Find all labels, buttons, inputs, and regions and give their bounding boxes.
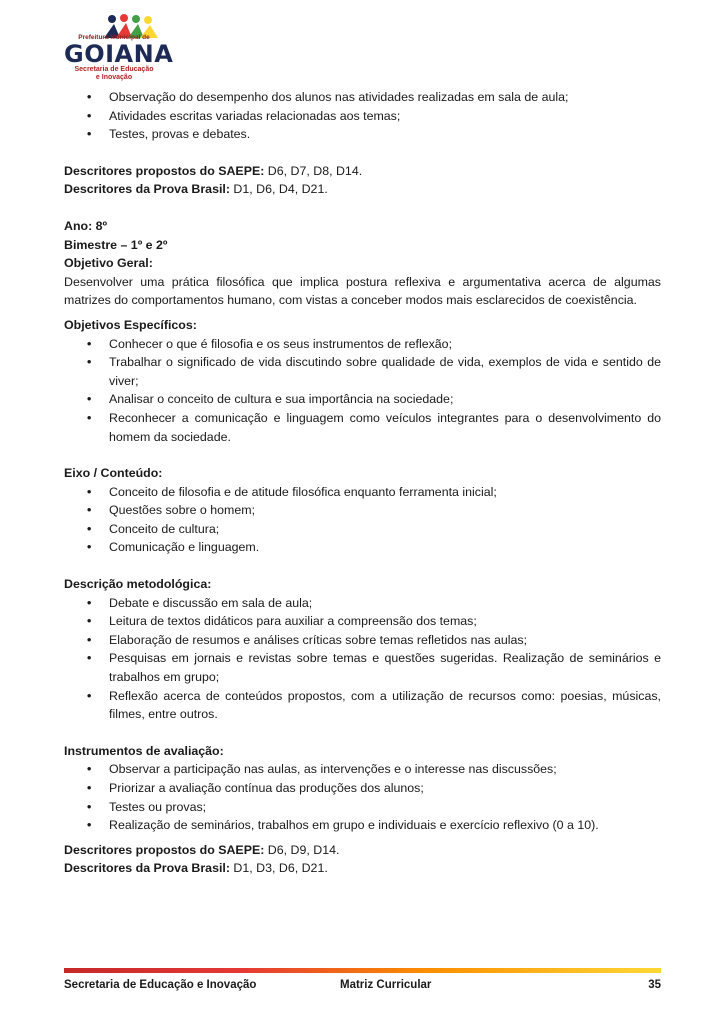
bullet-icon: • [87,651,92,666]
list-item: • Leitura de textos didáticos para auxiliar a compreensão dos temas; [64,612,661,631]
list-item: • Trabalhar o significado de vida discutindo sobre qualidade de vida, exemplos de vida e sentido de viver; [87,355,661,388]
bullet-icon: • [87,127,92,142]
logo-top-text: Prefeitura Municipal de [78,34,150,41]
bimestre-heading: Bimestre – 1º e 2º [64,237,168,252]
descritores-brasil-2: Descritores da Prova Brasil: D1, D3, D6, D21. [64,861,328,876]
ano-heading: Ano: 8º [64,218,108,233]
list-item: • Reflexão acerca de conteúdos propostos, com a utilização de recursos como: poesias, músicas, filmes, entre outros. [87,688,661,722]
list-item: • Pesquisas em jornais e revistas sobre temas e questões sugeridas. Realização de seminários e trabalhos em grupo; [87,651,661,685]
list-item: • Reconhecer a comunicação e linguagem como veículos integrantes para o desenvolvimento do homem da sociedade. [87,410,661,444]
bullet-icon: • [87,540,92,555]
list-item: • Questões sobre o homem; [64,501,661,520]
bullet-icon: • [87,614,92,629]
list-item: • Conceito de filosofia e de atitude filosófica enquanto ferramenta inicial; [64,483,661,502]
descritores-brasil-1: Descritores da Prova Brasil: D1, D6, D4, D21. [64,182,328,197]
goiana-logo [64,12,174,86]
list-item: • Observação do desempenho dos alunos nas atividades realizadas em sala de aula; [64,88,661,107]
list-item: • Atividades escritas variadas relacionadas aos temas; [64,107,661,126]
bullet-icon: • [87,484,92,499]
list-item: • Observar a participação nas aulas, as intervenções e o interesse nas discussões; [64,760,661,779]
objetivo-geral-text: Desenvolver uma prática filosófica que implica postura reflexiva e argumentativa acerca de algumas matrizes do comportamentos humano, com vistas a conceber modos mais esclarecidos de coexistência. [64,274,661,308]
eixo-heading: Eixo / Conteúdo: [64,466,163,481]
logo-subtitle-2: e Inovação [95,74,133,81]
list-item: • Conceito de cultura; [64,520,661,539]
objetivos-especificos-heading: Objetivos Específicos: [64,317,197,332]
page-footer [64,976,661,994]
bullet-icon: • [87,799,92,814]
descritores-saepe-2: Descritores propostos do SAEPE: D6, D9, D14. [64,842,340,857]
bullet-icon: • [87,762,92,777]
list-item: • Realização de seminários, trabalhos em grupo e individuais e exercício reflexivo (0 a 10). [64,816,661,835]
list-item: • Testes ou provas; [64,798,661,817]
list-item: • Elaboração de resumos e análises críticas sobre temas refletidos nas aulas; [64,631,661,650]
instrumentos-heading: Instrumentos de avaliação: [64,743,224,758]
objetivos-especificos-list [64,335,661,447]
footer-color-bar [64,968,661,973]
eixo-list [64,483,661,557]
bullet-icon: • [87,632,92,647]
footer-document-title: Matriz Curricular [340,979,432,991]
bullet-icon: • [87,108,92,123]
bullet-icon: • [87,392,92,407]
logo-name: GOIANA [64,40,174,68]
bullet-icon: • [87,688,92,703]
intro-bullet-list [64,88,661,144]
footer-page-number: 35 [648,979,661,991]
descricao-list [64,594,661,724]
instrumentos-list [64,760,661,834]
bullet-icon: • [87,90,92,104]
list-item: • Analisar o conceito de cultura e sua importância na sociedade; [64,390,661,409]
list-item: • Testes, provas e debates. [64,125,661,144]
list-item: • Debate e discussão em sala de aula; [64,594,661,613]
logo-subtitle-1: Secretaria de Educação [74,66,154,73]
footer-department: Secretaria de Educação e Inovação [64,979,257,991]
list-item: • Conhecer o que é filosofia e os seus instrumentos de reflexão; [64,335,661,354]
list-item: • Comunicação e linguagem. [64,538,661,557]
bullet-icon: • [87,410,92,425]
list-item: • Priorizar a avaliação contínua das produções dos alunos; [64,779,661,798]
bullet-icon: • [87,818,92,833]
bullet-icon: • [87,781,92,795]
descritores-saepe-1: Descritores propostos do SAEPE: D6, D7, D8, D14. [64,163,363,178]
bullet-icon: • [87,355,92,370]
bullet-icon: • [87,521,92,536]
document-body [64,88,661,878]
bullet-icon: • [87,595,92,610]
bullet-icon: • [87,336,92,351]
bullet-icon: • [87,503,92,518]
objetivo-geral-heading: Objetivo Geral: [64,256,153,271]
descricao-heading: Descrição metodológica: [64,577,212,592]
